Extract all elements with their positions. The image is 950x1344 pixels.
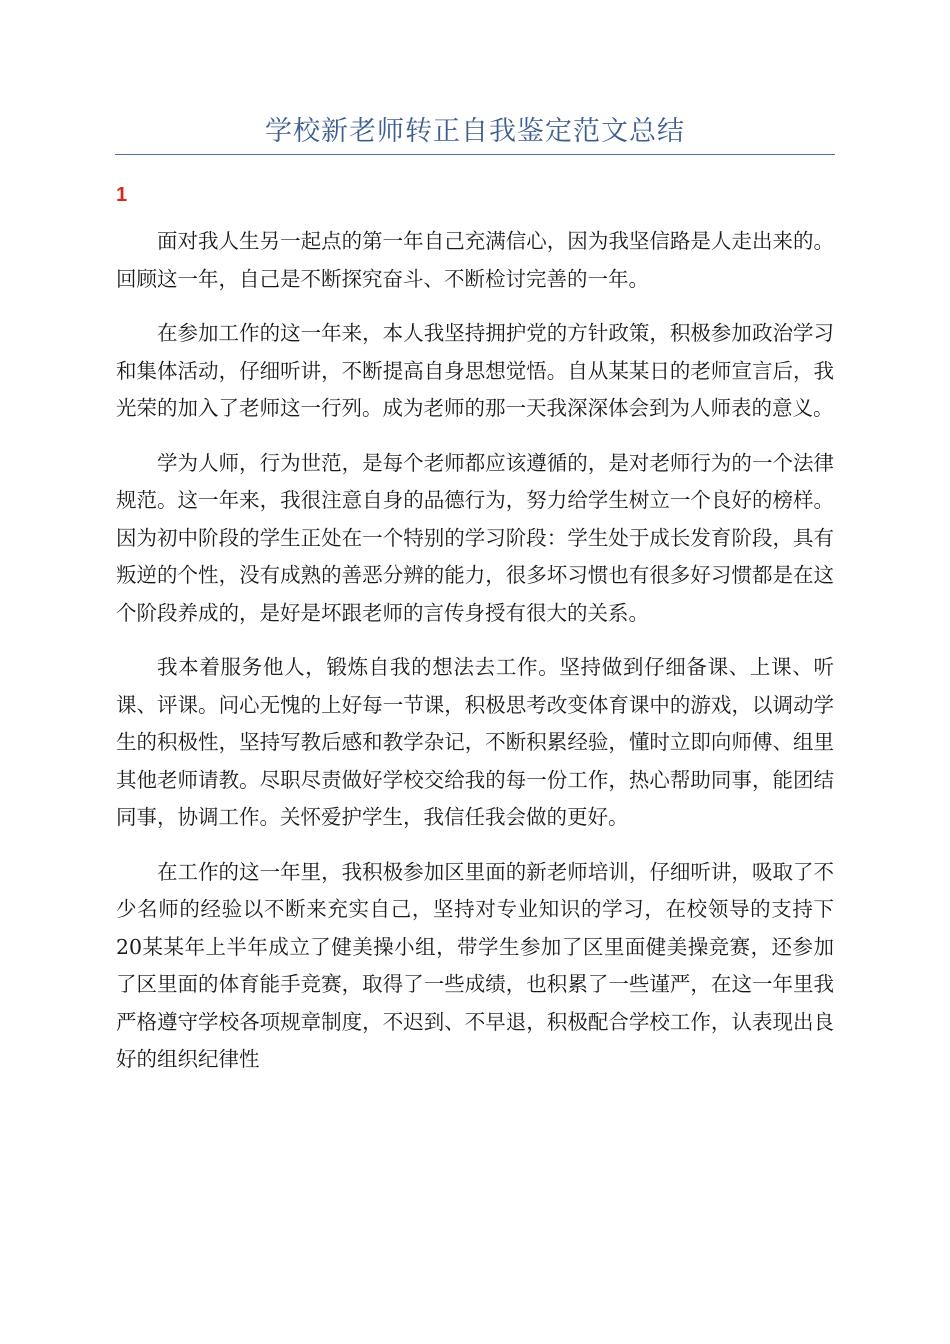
title-underline: [115, 154, 835, 155]
paragraph: 我本着服务他人，锻炼自我的想法去工作。坚持做到仔细备课、上课、听课、评课。问心无愧的上好每一节课，积极思考改变体育课中的游戏，以调动学生的积极性，坚持写教后感和教学杂记，不断积累经验，懂时立即向师傅、组里其他老师请教。尽职尽责做好学校交给我的每一份工作，热心帮助同事，能团结同事，协调工作。关怀爱护学生，我信任我会做的更好。: [116, 655, 834, 829]
paragraph: 在工作的这一年里，我积极参加区里面的新老师培训，仔细听讲，吸取了不少名师的经验以不断来充实自己，坚持对专业知识的学习，在校领导的支持下20某某年上半年成立了健美操小组，带学生参加了区里面健美操竞赛，还参加了区里面的体育能手竞赛，取得了一些成绩，也积累了一些谨严，在这一年里我严格遵守学校各项规章制度，不迟到、不早退，积极配合学校工作，认表现出良好的组织纪律性: [116, 859, 834, 1071]
section-number: 1: [116, 184, 128, 206]
document-title: 学校新老师转正自我鉴定范文总结: [265, 116, 685, 147]
paragraph: 面对我人生另一起点的第一年自己充满信心，因为我坚信路是人走出来的。回顾这一年，自己是不断探究奋斗、不断检讨完善的一年。: [116, 229, 834, 291]
paragraph: 学为人师，行为世范，是每个老师都应该遵循的，是对老师行为的一个法律规范。这一年来，我很注意自身的品德行为，努力给学生树立一个良好的榜样。因为初中阶段的学生正处在一个特别的学习阶段：学生处于成长发育阶段，具有叛逆的个性，没有成熟的善恶分辨的能力，很多坏习惯也有很多好习惯都是在这个阶段养成的，是好是坏跟老师的言传身授有很大的关系。: [116, 450, 834, 625]
document-body: [116, 223, 834, 1096]
paragraph: 在参加工作的这一年来，本人我坚持拥护党的方针政策，积极参加政治学习和集体活动，仔细听讲，不断提高自身思想觉悟。自从某某日的老师宣言后，我光荣的加入了老师这一行列。成为老师的那一天我深深体会到为人师表的意义。: [116, 321, 834, 420]
